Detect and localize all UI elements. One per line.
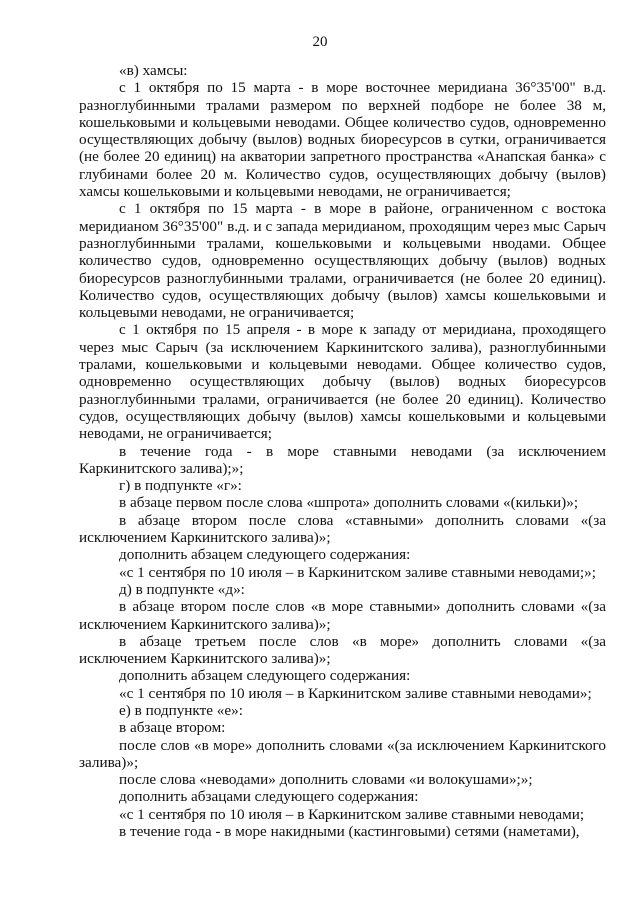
- paragraph: с 1 октября по 15 марта - в море восточнее меридиана 36°35'00" в.д. разноглубинными тралами размером по верхней подборе не более 38 м, кошельковыми и кольцевыми неводами. Общее количество судов, одновременно осуществляющих добычу (вылов) водных биоресурсов в сутки, ограничивается (не более 20 единиц) на акватории запретного пространства «Анапская банка» с глубинами более 20 м. Количество судов, осуществляющих добычу (вылов) хамсы кошельковыми и кольцевыми неводами, не ограничивается;: [79, 79, 606, 201]
- paragraph: е) в подпункте «е»:: [119, 701, 243, 719]
- paragraph: с 1 октября по 15 марта - в море в районе, ограниченном с востока меридианом 36°35'00" в.д. и с запада меридианом, проходящим через мыс Сарыч разноглубинными тралами, кошельковыми и кольцевыми нводами. Общее количество судов, одновременно осуществляющих добычу (вылов) водных биоресурсов разноглубинными тралами, ограничивается (не более 20 единиц). Количество судов, осуществляющих добычу (вылов) хамсы кошельковыми и кольцевыми неводами, не ограничивается;: [79, 200, 606, 322]
- paragraph: «с 1 сентября по 10 июля – в Каркинитском заливе ставными неводами;: [119, 805, 585, 823]
- paragraph: в абзаце втором после слова «ставными» дополнить словами «(за исключением Каркинитского залива)»;: [79, 511, 606, 547]
- paragraph: г) в подпункте «г»:: [119, 477, 242, 495]
- paragraph: дополнить абзацами следующего содержания:: [119, 788, 419, 806]
- paragraph: в абзаце первом после слова «шпрота» дополнить словами «(кильки)»;: [119, 494, 579, 512]
- paragraph: в течение года - в море ставными неводами (за исключением Каркинитского залива);»;: [79, 442, 606, 477]
- page-number: 20: [312, 34, 328, 50]
- paragraph: в абзаце втором после слов «в море ставными» дополнить словами «(за исключением Каркинитского залива)»;: [79, 598, 606, 633]
- paragraph: «в) хамсы:: [119, 62, 188, 79]
- paragraph: «с 1 сентября по 10 июля – в Каркинитском заливе ставными неводами;»;: [119, 563, 596, 581]
- paragraph: д) в подпункте «д»:: [119, 580, 245, 598]
- paragraph: в абзаце третьем после слов «в море» дополнить словами «(за исключением Каркинитского залива)»;: [79, 632, 606, 668]
- paragraph: в течение года - в море накидными (кастинговыми) сетями (наметами),: [119, 823, 580, 841]
- document-body: [79, 62, 606, 840]
- paragraph: в абзаце втором:: [119, 719, 226, 737]
- paragraph: с 1 октября по 15 апреля - в море к западу от меридиана, проходящего через мыс Сарыч (за исключением Каркинитского залива), разноглубинными тралами, кошельковыми и кольцевыми неводами. Общее количество судов, одновременно осуществляющих добычу (вылов) водных биоресурсов разноглубинными тралами, ограничивается (не более 20 единиц). Количество судов, осуществляющих добычу (вылов) хамсы кошельковыми и кольцевыми неводами, не ограничивается;: [79, 321, 606, 443]
- paragraph: дополнить абзацем следующего содержания:: [119, 667, 411, 685]
- paragraph: после слов «в море» дополнить словами «(за исключением Каркинитского залива)»;: [79, 736, 606, 771]
- paragraph: после слова «неводами» дополнить словами «и волокушами»;»;: [119, 771, 533, 789]
- paragraph: дополнить абзацем следующего содержания:: [119, 546, 411, 564]
- paragraph: «с 1 сентября по 10 июля – в Каркинитском заливе ставными неводами»;: [119, 684, 592, 702]
